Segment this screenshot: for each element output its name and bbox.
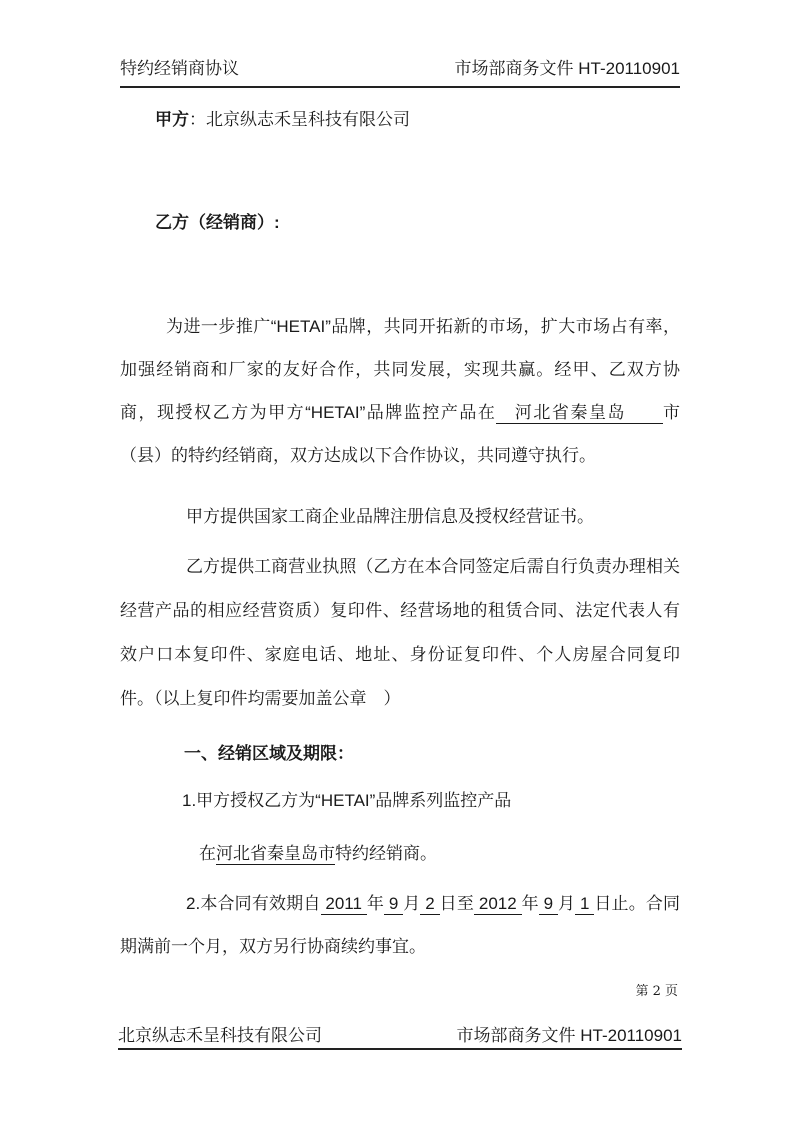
clause-a-paragraph: 甲方提供国家工商企业品牌注册信息及授权经营证书。: [186, 507, 594, 526]
footer-company: 北京纵志禾呈科技有限公司: [118, 1026, 322, 1045]
item-2-text: 2.本合同有效期自: [186, 894, 321, 913]
item-2-tail-text: 日止。合同期满前一个月，双方另行协商续约事宜。: [120, 894, 681, 956]
clause-b-paragraph: 乙方提供工商营业执照（乙方在本合同签定后需自行负责办理相关经营产品的相应经营资质）复印件、经营场地的租赁合同、法定代表人有效户口本复印件、家庭电话、地址、身份证复印件、个人房屋合同复印件。（以上复印件均需要加盖公章 ）: [120, 557, 680, 708]
party-a-label: 甲方: [155, 110, 189, 129]
party-b-line: [120, 210, 680, 236]
section-1-item-1-line-1: 1.甲方授权乙方为“HETAI”品牌系列监控产品: [182, 791, 512, 810]
year-label-2: 年: [521, 894, 539, 913]
intro-text-1: 为进一步推广“HETAI”品牌，共同开拓新的市场，扩大市场占有率，加强经销商和厂家的友好合作，共同发展，实现共赢。经甲、乙双方协商，现授权乙方为甲方“HETAI”品牌监控产品在: [120, 317, 680, 422]
header-title: 特约经销商协议: [120, 59, 239, 78]
month-label-2: 月: [557, 894, 576, 913]
start-month-value: 9: [384, 894, 404, 913]
month-label: 月: [403, 894, 421, 913]
party-a-line: [120, 107, 680, 133]
section-1-heading: 一、经销区域及期限：: [184, 744, 354, 763]
year-label: 年: [366, 894, 385, 913]
section-1-item-2: [120, 882, 680, 968]
region-blank-underline: [496, 403, 663, 424]
header-doc-code: 市场部商务文件 HT-20110901: [454, 59, 680, 78]
end-month-value: 9: [538, 894, 558, 913]
footer-doc-code: 市场部商务文件 HT-20110901: [456, 1026, 682, 1045]
item-1-post-text: 特约经销商。: [335, 844, 437, 863]
start-day-value: 2: [420, 894, 440, 913]
party-b-label: 乙方（经销商）:: [155, 213, 280, 232]
end-day-value: 1: [575, 894, 595, 913]
intro-paragraph: [120, 305, 680, 477]
to-label: 日至: [439, 894, 474, 913]
party-a-value: ：北京纵志禾呈科技有限公司: [189, 110, 410, 129]
page-footer: [118, 1016, 682, 1050]
section-1-item-1-line-2: [120, 832, 680, 875]
page-header: [120, 58, 680, 88]
intro-text-2: 市（县）的特约经销商，双方达成以下合作协议，共同遵守执行。: [120, 403, 680, 465]
region-blank-value: 河北省秦皇岛: [496, 403, 663, 422]
page-number: 第 2 页: [635, 984, 678, 999]
region-underlined-value: 河北省秦皇岛市: [216, 844, 335, 863]
end-year-value: 2012: [473, 894, 522, 913]
item-1-pre-text: 在: [199, 844, 216, 863]
start-year-value: 2011: [320, 894, 367, 913]
